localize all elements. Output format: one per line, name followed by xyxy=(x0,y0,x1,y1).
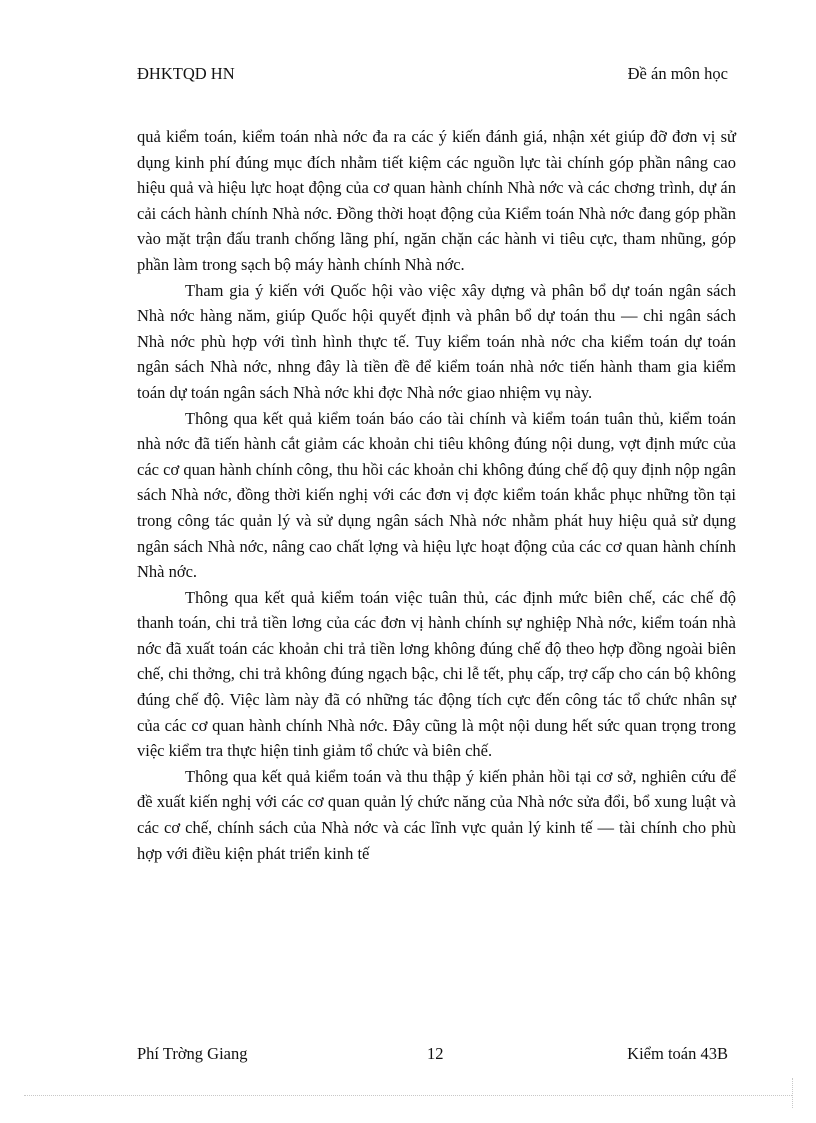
paragraph: Thông qua kết quả kiểm toán việc tuân thủ, các định mức biên chế, các chế độ thanh toán, chi trả tiền lơng của các đơn vị hành chính sự nghiệp Nhà nớc, kiểm toán nhà nớc đã xuất toán các khoản chi trả tiền lơng không đúng chế độ theo hợp đồng ngoài biên chế, chi thởng, chi trả không đúng ngạch bậc, chi lễ tết, phụ cấp, trợ cấp cho cán bộ không đúng chế độ. Việc làm này đã có những tác động tích cực đến công tác tổ chức nhân sự của các cơ quan hành chính Nhà nớc. Đây cũng là một nội dung hết sức quan trọng trong việc kiểm tra thực hiện tinh giảm tổ chức và biên chế. xyxy=(137,587,736,761)
footer-class: Kiểm toán 43B xyxy=(627,1044,728,1063)
paragraph: Thông qua kết quả kiểm toán và thu thập ý kiến phản hồi tại cơ sở, nghiên cứu để đề xuất kiến nghị với các cơ quan quản lý chức năng của Nhà nớc sửa đổi, bổ xung luật và các cơ chế, chính sách của Nhà nớc và các lĩnh vực quản lý kinh tế — tài chính cho phù hợp với điều kiện phát triển kinh tế xyxy=(137,766,736,863)
paragraph-continued: quả kiểm toán, kiểm toán nhà nớc đa ra các ý kiến đánh giá, nhận xét giúp đỡ đơn vị sử dụng kinh phí đúng mục đích nhằm tiết kiệm các nguồn lực tài chính góp phần nâng cao hiệu quả và hiệu lực hoạt động của cơ quan hành chính Nhà nớc và các chơng trình, dự án cải cách hành chính Nhà nớc. Đồng thời hoạt động của Kiểm toán Nhà nớc đang góp phần vào mặt trận đấu tranh chống lãng phí, ngăn chặn các hành vi tiêu cực, tham nhũng, góp phần làm trong sạch bộ máy hành chính Nhà nớc. xyxy=(137,127,736,274)
document-body xyxy=(137,124,736,866)
page-boundary-line xyxy=(24,1095,792,1096)
page-corner-mark xyxy=(792,1078,793,1108)
paragraph: Tham gia ý kiến với Quốc hội vào việc xây dựng và phân bổ dự toán ngân sách Nhà nớc hàng năm, giúp Quốc hội quyết định và phân bổ dự toán thu — chi ngân sách Nhà nớc phù hợp với tình hình thực tế. Tuy kiểm toán nhà nớc cha kiểm toán dự toán ngân sách Nhà nớc, nhng đây là tiền đề để kiểm toán nhà nớc tiến hành tham gia kiểm toán dự toán ngân sách Nhà nớc khi đợc Nhà nớc giao nhiệm vụ này. xyxy=(137,280,736,402)
header-document-type: Đề án môn học xyxy=(627,64,728,83)
paragraph: Thông qua kết quả kiểm toán báo cáo tài chính và kiểm toán tuân thủ, kiểm toán nhà nớc đã tiến hành cắt giảm các khoản chi tiêu không đúng nội dung, vợt định mức của các cơ quan hành chính công, thu hồi các khoản chi không đúng chế độ quy định nộp ngân sách Nhà nớc, đồng thời kiến nghị với các đơn vị đợc kiểm toán khắc phục những tồn tại trong công tác quản lý và sử dụng ngân sách Nhà nớc nhằm phát huy hiệu quả sử dụng ngân sách Nhà nớc, nâng cao chất lợng và hiệu lực hoạt động của các cơ quan hành chính Nhà nớc. xyxy=(137,408,736,582)
footer-author: Phí Trờng Giang xyxy=(137,1044,248,1063)
footer-page-number: 12 xyxy=(427,1044,444,1063)
page-footer xyxy=(137,1044,728,1066)
header-university: ĐHKTQD HN xyxy=(137,64,235,83)
page-header xyxy=(137,64,728,88)
